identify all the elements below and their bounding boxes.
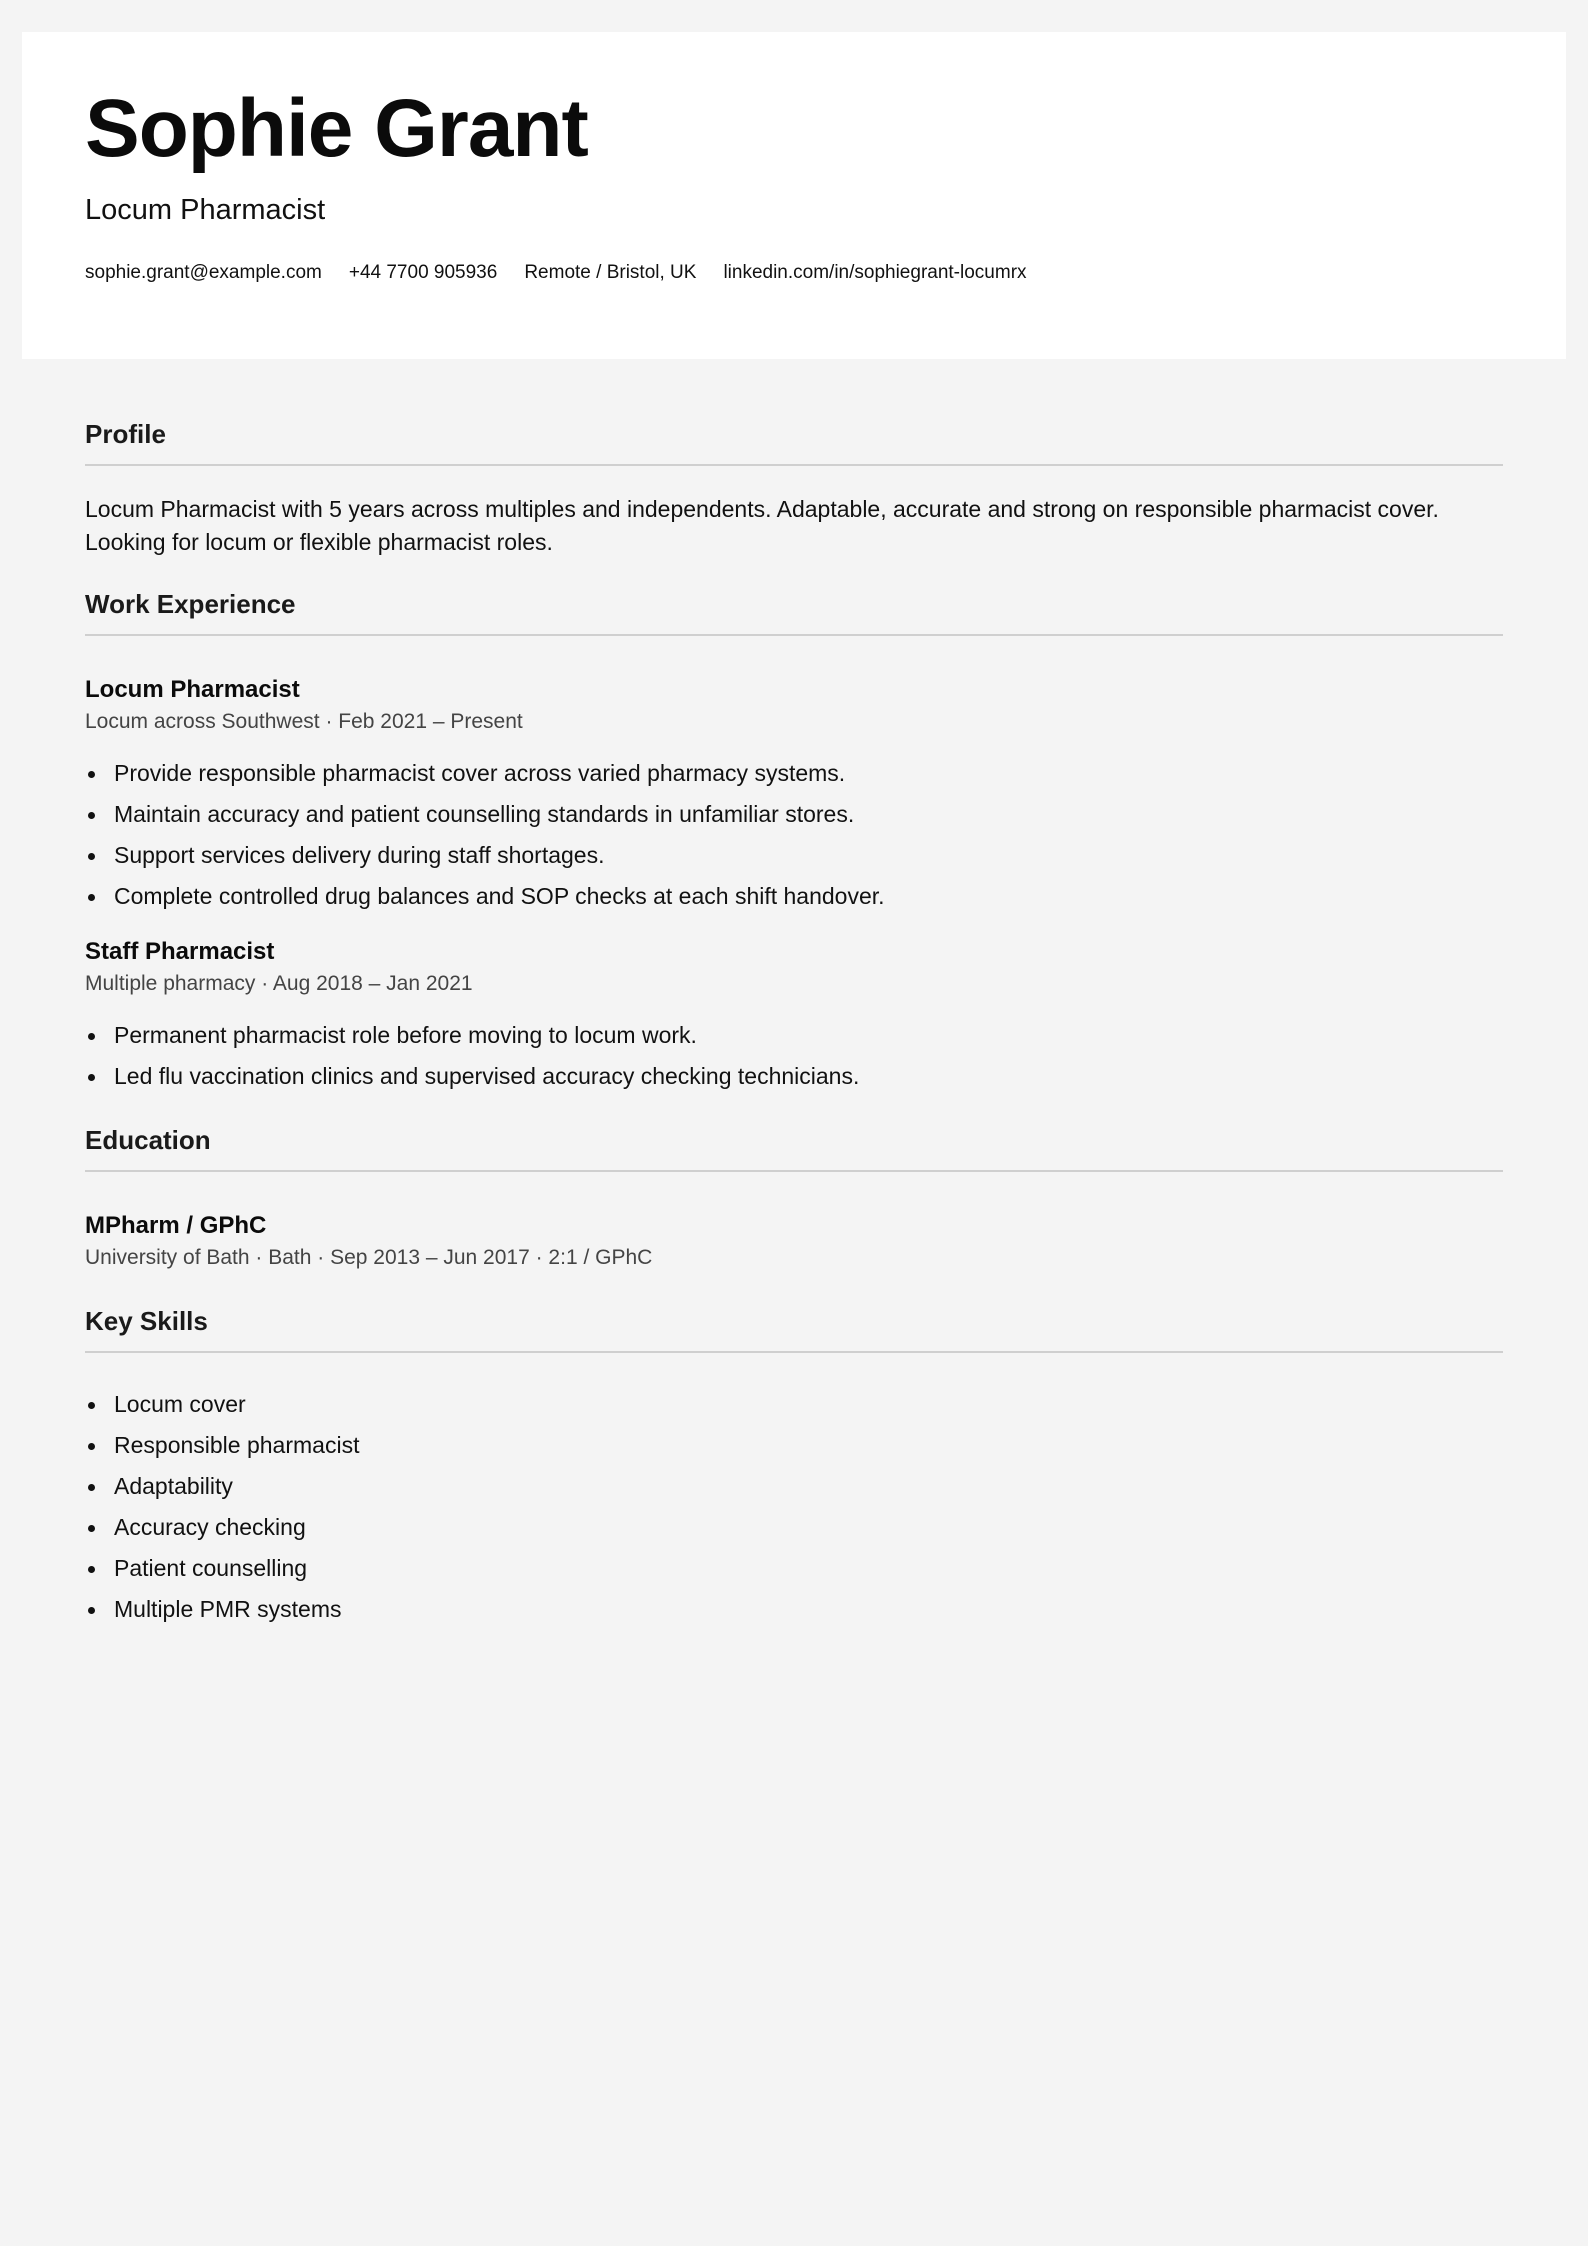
list-item: Maintain accuracy and patient counselling standards in unfamiliar stores. [85,794,1503,835]
candidate-name: Sophie Grant [85,83,588,174]
candidate-role: Locum Pharmacist [85,194,326,226]
list-item: Multiple PMR systems [85,1589,1503,1630]
list-item: Patient counselling [85,1548,1503,1589]
list-item: Adaptability [85,1466,1503,1507]
list-item: Accuracy checking [85,1507,1503,1548]
contact-location: Remote / Bristol, UK [524,262,697,283]
profile-divider [85,464,1503,466]
resume-header [22,32,1566,359]
skills-heading: Key Skills [85,1306,208,1336]
job-bullets [85,1015,1503,1097]
experience-heading: Work Experience [85,589,296,619]
education-heading: Education [85,1125,211,1155]
list-item: Complete controlled drug balances and SOP checks at each shift handover. [85,876,1503,917]
contact-line [85,263,1027,282]
contact-linkedin: linkedin.com/in/sophiegrant-locumrx [723,262,1027,283]
list-item: Led flu vaccination clinics and supervised accuracy checking technicians. [85,1056,1503,1097]
experience-divider [85,634,1503,636]
list-item: Responsible pharmacist [85,1425,1503,1466]
profile-heading: Profile [85,419,166,449]
degree-title: MPharm / GPhC [85,1212,267,1239]
education-meta: University of Bath · Bath · Sep 2013 – Jun 2017 · 2:1 / GPhC [85,1246,653,1269]
contact-phone: +44 7700 905936 [348,262,498,283]
job-bullets [85,753,1503,917]
job-meta: Multiple pharmacy · Aug 2018 – Jan 2021 [85,972,473,995]
list-item: Locum cover [85,1384,1503,1425]
list-item: Permanent pharmacist role before moving to locum work. [85,1015,1503,1056]
skills-divider [85,1351,1503,1353]
list-item: Support services delivery during staff shortages. [85,835,1503,876]
job-title: Staff Pharmacist [85,938,275,965]
education-divider [85,1170,1503,1172]
profile-summary: Locum Pharmacist with 5 years across multiples and independents. Adaptable, accurate and strong on responsible pharmacist cover. Looking for locum or flexible pharmacist roles. [85,496,1439,555]
skills-list [85,1384,1503,1630]
job-title: Locum Pharmacist [85,676,300,703]
contact-email: sophie.grant@example.com [85,262,322,283]
list-item: Provide responsible pharmacist cover across varied pharmacy systems. [85,753,1503,794]
job-meta: Locum across Southwest · Feb 2021 – Present [85,710,523,733]
